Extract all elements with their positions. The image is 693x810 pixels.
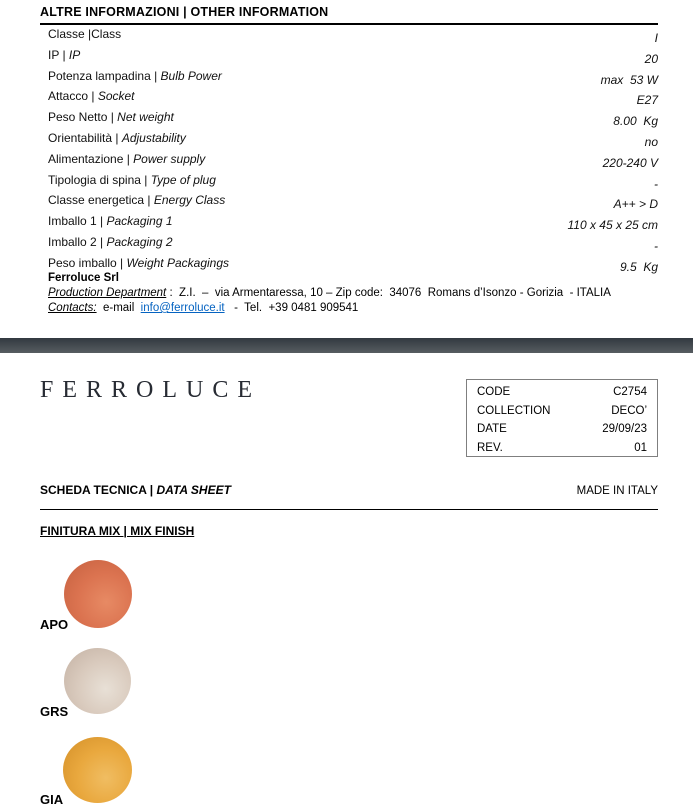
code-info-box: [466, 379, 658, 457]
sheet-title: [40, 483, 231, 497]
spec-row-energy-class: [48, 193, 658, 214]
spec-value: 20: [644, 51, 658, 66]
made-in-italy-label: MADE IN ITALY: [576, 485, 658, 497]
spec-label: Potenza lampadina | Bulb Power: [48, 68, 222, 83]
swatch-circle-apo: [64, 560, 132, 628]
ferroluce-logo: FERROLUCE: [40, 377, 262, 403]
spec-label: Imballo 1 | Packaging 1: [48, 214, 173, 229]
info-label: CODE: [477, 386, 511, 399]
info-label: REV.: [477, 441, 503, 454]
info-value: 29/09/23: [602, 423, 647, 436]
info-value: 01: [634, 441, 647, 454]
spec-value: 110 x 45 x 25 cm: [567, 218, 658, 233]
spec-label: Alimentazione | Power supply: [48, 151, 206, 166]
info-row-rev: [477, 439, 647, 458]
spec-label: Imballo 2 | Packaging 2: [48, 234, 173, 249]
phone-text: - Tel. +39 0481 909541: [224, 302, 359, 314]
email-link[interactable]: info@ferroluce.it: [140, 302, 225, 314]
spec-row-adjustability: [48, 131, 658, 152]
spec-value: A++ > D: [613, 197, 658, 212]
swatch-label-grs: GRS: [40, 704, 69, 719]
swatch-label-gia: GIA: [40, 792, 64, 807]
company-footer: [48, 271, 658, 316]
spec-row-class: [48, 27, 658, 48]
email-prefix: e-mail: [96, 302, 141, 314]
swatch-label-apo: APO: [40, 617, 69, 632]
spec-row-net-weight: [48, 110, 658, 131]
sheet-title-sep: |: [146, 483, 157, 497]
info-value: DECO’: [611, 404, 647, 417]
sheet-title-en: DATA SHEET: [156, 483, 231, 497]
swatch-circle-gia: [63, 737, 132, 803]
spec-value: 8.00 Kg: [613, 114, 658, 129]
production-department-label: Production Department: [48, 287, 167, 299]
info-row-collection: [477, 402, 647, 421]
spec-row-power-supply: [48, 152, 658, 173]
info-value: C2754: [613, 386, 647, 399]
info-label: COLLECTION: [477, 404, 551, 417]
sheet-title-it: SCHEDA TECNICA: [40, 483, 147, 497]
other-information-title: ALTRE INFORMAZIONI | OTHER INFORMATION: [40, 5, 658, 25]
spec-row-socket: [48, 89, 658, 110]
contacts-line: [48, 301, 658, 316]
spec-label: Attacco | Socket: [48, 89, 135, 104]
spec-value: 9.5 Kg: [619, 259, 658, 274]
spec-value: 220-240 V: [602, 155, 658, 170]
spec-value: -: [654, 176, 658, 191]
info-row-date: [477, 420, 647, 439]
spec-label: Tipologia di spina | Type of plug: [48, 172, 216, 187]
spec-value: no: [644, 134, 658, 149]
spec-table: [48, 27, 658, 277]
spec-label: IP | IP: [48, 47, 81, 62]
spec-row-packaging-1: [48, 214, 658, 235]
spec-label: Orientabilità | Adjustability: [48, 130, 186, 145]
production-department-address: Z.I. – via Armentaressa, 10 – Zip code: 34076 Romans d’Isonzo - Gorizia - ITALIA: [179, 287, 611, 299]
spec-label: Peso Netto | Net weight: [48, 110, 174, 125]
company-name: Ferroluce Srl: [48, 272, 119, 284]
spec-row-type-of-plug: [48, 173, 658, 194]
contacts-label: Contacts:: [48, 302, 97, 314]
sheet-title-row: [40, 483, 658, 497]
spec-row-bulb-power: [48, 69, 658, 90]
horizontal-rule: [40, 509, 658, 510]
spec-label: Peso imballo | Weight Packagings: [48, 255, 230, 270]
spec-value: max 53 W: [600, 72, 658, 87]
spec-value: I: [654, 31, 658, 45]
production-department-colon: :: [166, 287, 180, 299]
spec-row-ip: [48, 48, 658, 69]
spec-value: E27: [636, 93, 658, 108]
mix-finish-title: FINITURA MIX | MIX FINISH: [40, 524, 195, 538]
spec-row-packaging-2: [48, 235, 658, 256]
spec-value: -: [654, 238, 658, 253]
spec-label: Classe energetica | Energy Class: [48, 193, 226, 208]
page-divider-bar: [0, 338, 693, 353]
info-label: DATE: [477, 423, 507, 436]
swatch-circle-grs: [64, 648, 131, 714]
production-department-line: [48, 286, 658, 301]
spec-label: Classe |Class: [48, 27, 122, 41]
info-row-code: [477, 383, 647, 402]
